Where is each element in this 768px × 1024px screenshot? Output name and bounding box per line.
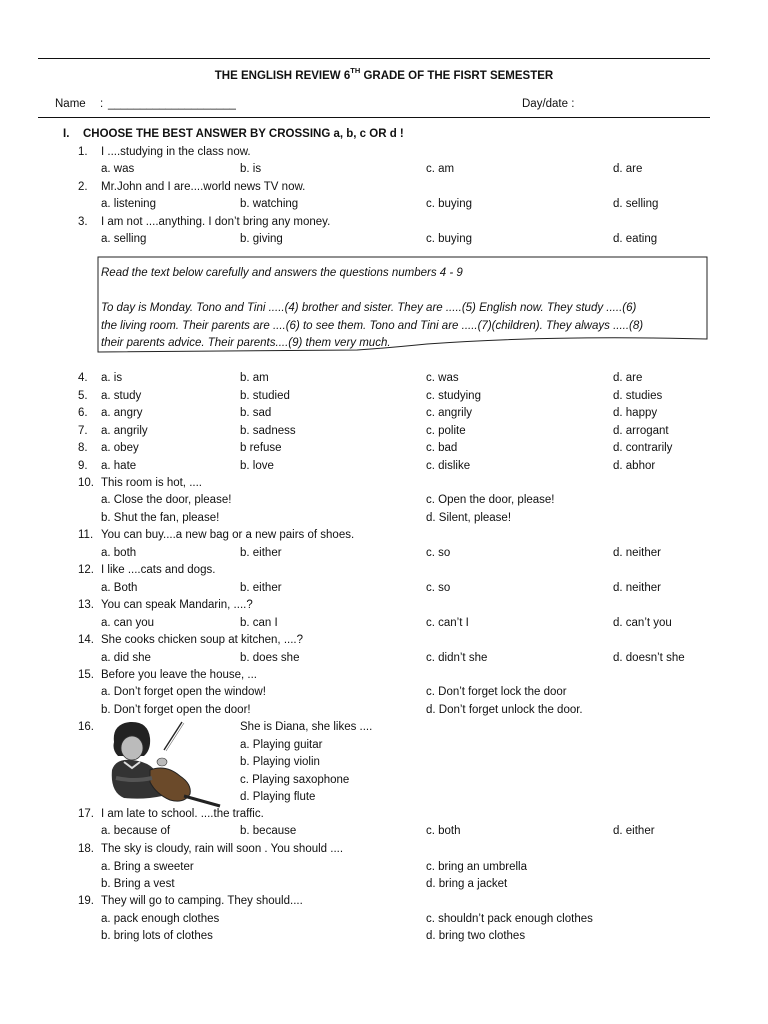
option-d[interactable]: d. studies <box>613 390 663 402</box>
name-label: Name <box>55 98 86 110</box>
option-d[interactable]: d. bring a jacket <box>426 878 508 890</box>
option-a[interactable]: a. can you <box>101 617 155 629</box>
date-label: Day/date : <box>522 98 575 110</box>
name-field[interactable]: ____________________ <box>108 98 236 110</box>
option-b[interactable]: b. Shut the fan, please! <box>101 512 220 524</box>
option-b[interactable]: b. either <box>240 582 282 594</box>
option-a[interactable]: a. Close the door, please! <box>101 494 232 506</box>
reading-passage-box <box>97 256 708 354</box>
option-a[interactable]: a. did she <box>101 652 151 664</box>
option-a[interactable]: a. Don’t forget open the window! <box>101 686 266 698</box>
option-a[interactable]: a. obey <box>101 442 139 454</box>
page-title: THE ENGLISH REVIEW 6TH GRADE OF THE FISRT SEMESTER <box>214 66 554 82</box>
option-c[interactable]: c. Playing saxophone <box>240 774 350 786</box>
option-a[interactable]: a. listening <box>101 198 156 210</box>
question-text: She is Diana, she likes .... <box>240 721 373 733</box>
question-text: I like ....cats and dogs. <box>101 564 216 576</box>
option-d[interactable]: d. are <box>613 163 643 175</box>
option-c[interactable]: c. was <box>426 372 459 384</box>
option-d[interactable]: d. selling <box>613 198 659 210</box>
option-c[interactable]: c. polite <box>426 425 466 437</box>
option-a[interactable]: a. is <box>101 372 123 384</box>
option-b[interactable]: b. watching <box>240 198 299 210</box>
option-a[interactable]: a. angrily <box>101 425 148 437</box>
option-b[interactable]: b. sad <box>240 407 272 419</box>
section-number: I. <box>63 128 70 140</box>
option-a[interactable]: a. pack enough clothes <box>101 913 220 925</box>
option-d[interactable]: d. happy <box>613 407 658 419</box>
option-c[interactable]: c. bad <box>426 442 458 454</box>
option-b[interactable]: b. bring lots of clothes <box>101 930 213 942</box>
passage-line: the living room. Their parents are ....(6) to see them. Tono and Tini are .....(7)(children). They always .....(8) <box>101 320 644 332</box>
question-number: 19. <box>78 895 94 907</box>
option-b[interactable]: b. sadness <box>240 425 296 437</box>
option-d[interactable]: d. Playing flute <box>240 791 316 803</box>
option-d[interactable]: d. can’t you <box>613 617 672 629</box>
option-d[interactable]: d. eating <box>613 233 658 245</box>
option-d[interactable]: d. Silent, please! <box>426 512 512 524</box>
option-c[interactable]: c. buying <box>426 198 473 210</box>
question-number: 16. <box>78 721 94 733</box>
option-a[interactable]: a. was <box>101 163 135 175</box>
question-number: 7. <box>78 425 88 437</box>
option-d[interactable]: d. doesn’t she <box>613 652 685 664</box>
option-b[interactable]: b. because <box>240 825 297 837</box>
passage-line: To day is Monday. Tono and Tini .....(4) brother and sister. They are .....(5) English now. They study .....(6) <box>101 302 637 314</box>
question-text: I ....studying in the class now. <box>101 146 251 158</box>
question-text: You can speak Mandarin, ....? <box>101 599 253 611</box>
option-d[interactable]: d. either <box>613 825 655 837</box>
option-a[interactable]: a. because of <box>101 825 171 837</box>
option-c[interactable]: c. am <box>426 163 455 175</box>
question-number: 18. <box>78 843 94 855</box>
option-c[interactable]: c. bring an umbrella <box>426 861 527 873</box>
option-c[interactable]: c. dislike <box>426 460 471 472</box>
name-colon: : <box>100 98 104 110</box>
option-b[interactable]: b. Don’t forget open the door! <box>101 704 251 716</box>
option-d[interactable]: d. neither <box>613 547 661 559</box>
option-a[interactable]: a. both <box>101 547 137 559</box>
option-d[interactable]: d. Don’t forget unlock the door. <box>426 704 583 716</box>
option-b[interactable]: b. giving <box>240 233 283 245</box>
option-b[interactable]: b. either <box>240 547 282 559</box>
passage-line: their parents advice. Their parents....(9) them very much. <box>101 337 391 349</box>
question-number: 12. <box>78 564 94 576</box>
option-d[interactable]: d. neither <box>613 582 661 594</box>
option-b[interactable]: b. Playing violin <box>240 756 320 768</box>
option-b[interactable]: b. am <box>240 372 269 384</box>
option-d[interactable]: d. arrogant <box>613 425 669 437</box>
option-c[interactable]: c. so <box>426 582 451 594</box>
option-b[interactable]: b. love <box>240 460 274 472</box>
question-number: 8. <box>78 442 88 454</box>
option-a[interactable]: a. angry <box>101 407 143 419</box>
question-text: Mr.John and I are....world news TV now. <box>101 181 306 193</box>
option-c[interactable]: c. Open the door, please! <box>426 494 555 506</box>
passage-instruction: Read the text below carefully and answers the questions numbers 4 - 9 <box>101 267 463 279</box>
question-text: She cooks chicken soup at kitchen, ....? <box>101 634 304 646</box>
question-number: 3. <box>78 216 88 228</box>
question-number: 2. <box>78 181 88 193</box>
question-number: 6. <box>78 407 88 419</box>
option-b[interactable]: b. Bring a vest <box>101 878 175 890</box>
question-number: 5. <box>78 390 88 402</box>
option-c[interactable]: c. both <box>426 825 461 837</box>
question-number: 1. <box>78 146 88 158</box>
option-c[interactable]: c. angrily <box>426 407 473 419</box>
question-text: This room is hot, .... <box>101 477 202 489</box>
question-number: 17. <box>78 808 94 820</box>
question-text: I am not ....anything. I don’t bring any money. <box>101 216 331 228</box>
header-rule <box>38 117 710 118</box>
option-b[interactable]: b. is <box>240 163 262 175</box>
option-c[interactable]: c. can’t I <box>426 617 469 629</box>
question-number: 10. <box>78 477 94 489</box>
option-b[interactable]: b. studied <box>240 390 290 402</box>
option-c[interactable]: c. studying <box>426 390 481 402</box>
question-number: 4. <box>78 372 88 384</box>
option-b[interactable]: b refuse <box>240 442 282 454</box>
option-d[interactable]: d. bring two clothes <box>426 930 526 942</box>
question-text: I am late to school. ....the traffic. <box>101 808 264 820</box>
option-b[interactable]: b. does she <box>240 652 300 664</box>
question-text: They will go to camping. They should.... <box>101 895 303 907</box>
option-d[interactable]: d. abhor <box>613 460 656 472</box>
question-text: Before you leave the house, ... <box>101 669 257 681</box>
option-c[interactable]: c. Don’t forget lock the door <box>426 686 567 698</box>
option-a[interactable]: a. selling <box>101 233 147 245</box>
question-text: You can buy....a new bag or a new pairs of shoes. <box>101 529 355 541</box>
question-text: The sky is cloudy, rain will soon . You should .... <box>101 843 344 855</box>
option-b[interactable]: b. can I <box>240 617 278 629</box>
option-a[interactable]: a. Bring a sweeter <box>101 861 194 873</box>
option-c[interactable]: c. so <box>426 547 451 559</box>
option-a[interactable]: a. study <box>101 390 142 402</box>
question-number: 14. <box>78 634 94 646</box>
option-a[interactable]: a. Playing guitar <box>240 739 323 751</box>
question-number: 9. <box>78 460 88 472</box>
option-d[interactable]: d. are <box>613 372 643 384</box>
question-number: 11. <box>78 529 94 541</box>
top-rule <box>38 58 710 59</box>
question-number: 15. <box>78 669 94 681</box>
question-number: 13. <box>78 599 94 611</box>
girl-playing-violin-image <box>104 720 226 808</box>
option-a[interactable]: a. hate <box>101 460 137 472</box>
option-d[interactable]: d. contrarily <box>613 442 673 454</box>
option-a[interactable]: a. Both <box>101 582 138 594</box>
option-c[interactable]: c. shouldn’t pack enough clothes <box>426 913 593 925</box>
section-title: CHOOSE THE BEST ANSWER BY CROSSING a, b, c OR d ! <box>83 128 404 140</box>
option-c[interactable]: c. buying <box>426 233 473 245</box>
option-c[interactable]: c. didn’t she <box>426 652 488 664</box>
